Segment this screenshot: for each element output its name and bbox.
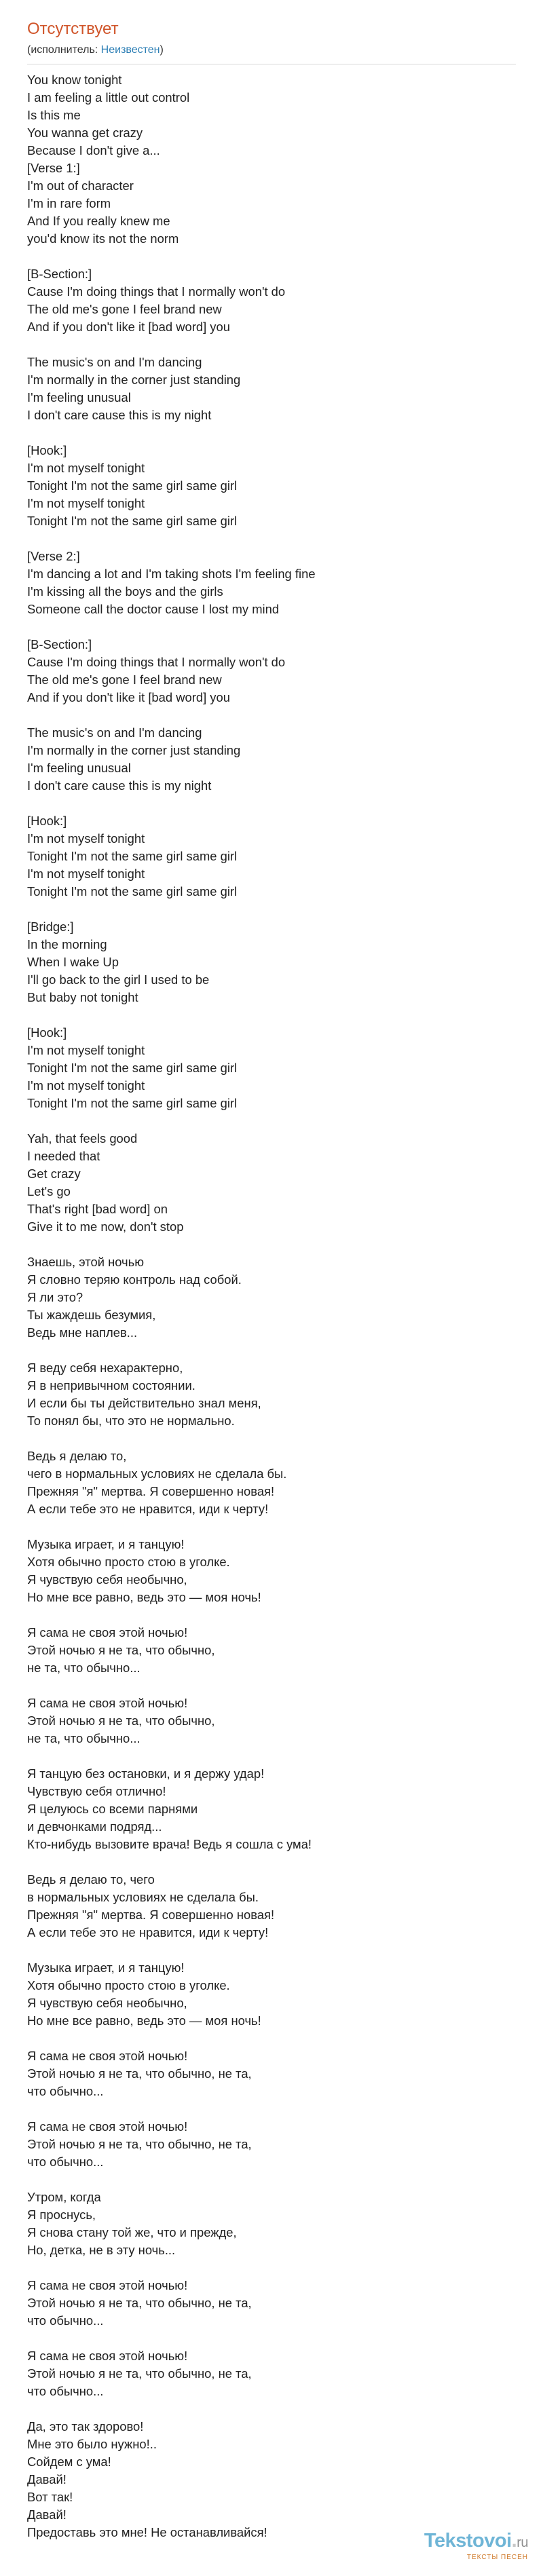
lyrics-line: I'm feeling unusual (27, 761, 131, 775)
lyrics-line: I'm not myself tonight (27, 1043, 145, 1057)
lyrics-line: Я сама не своя этой ночью! (27, 2278, 188, 2292)
lyrics-stanza (27, 548, 516, 618)
lyrics-line: Музыка играет, и я танцую! (27, 1961, 185, 1975)
lyrics-stanza (27, 2347, 516, 2400)
lyrics-line: Я снова стану той же, что и прежде, (27, 2225, 237, 2239)
lyrics-line: Ведь мне наплев... (27, 1325, 138, 1340)
lyrics-stanza (27, 442, 516, 530)
lyrics-line: А если тебе это не нравится, иди к черту! (27, 1502, 269, 1516)
lyrics-line: Мне это было нужно!.. (27, 2437, 157, 2451)
lyrics-line: Я сама не своя этой ночью! (27, 2049, 188, 2063)
lyrics-line: The music's on and I'm dancing (27, 725, 202, 740)
lyrics-line: Is this me (27, 108, 81, 122)
lyrics-line: Этой ночью я не та, что обычно, не та, (27, 2137, 252, 2151)
lyrics-line: Я сама не своя этой ночью! (27, 2119, 188, 2134)
lyrics-line: Но мне все равно, ведь это — моя ночь! (27, 2013, 261, 2028)
lyrics-stanza (27, 724, 516, 795)
lyrics-line: Этой ночью я не та, что обычно, не та, (27, 2296, 252, 2310)
lyrics-stanza (27, 1536, 516, 1606)
lyrics-line: чего в нормальных условиях не сделала бы. (27, 1466, 287, 1481)
lyrics-line: But baby not tonight (27, 990, 138, 1004)
lyrics-line: что обычно... (27, 2313, 104, 2328)
lyrics-line: I'm not myself tonight (27, 496, 145, 510)
lyrics-line: I'm dancing a lot and I'm taking shots I'm feeling fine (27, 567, 316, 581)
logo-wordmark (392, 2531, 528, 2553)
lyrics-line: Я сама не своя этой ночью! (27, 1696, 188, 1710)
lyrics-line: Я в непривычном состоянии. (27, 1378, 195, 1393)
lyrics-line: Я сама не своя этой ночью! (27, 2349, 188, 2363)
lyrics-line: Предоставь это мне! Не останавливайся! (27, 2525, 267, 2539)
lyrics-line: Давай! (27, 2507, 67, 2522)
lyrics-line: I don't care cause this is my night (27, 408, 212, 422)
lyrics-stanza (27, 1871, 516, 1942)
lyrics-line: Let's go (27, 1184, 71, 1198)
lyrics-line: Ведь я делаю то, (27, 1449, 127, 1463)
lyrics-line: Утром, когда (27, 2190, 101, 2204)
lyrics-stanza (27, 2047, 516, 2100)
logo-tld: ru (517, 2535, 528, 2550)
lyrics-line: Tonight I'm not the same girl same girl (27, 478, 238, 493)
lyrics-line: [Bridge:] (27, 920, 74, 934)
lyrics-line: You wanna get crazy (27, 126, 143, 140)
lyrics-line: I'm normally in the corner just standing (27, 743, 241, 757)
lyrics-line: [Verse 1:] (27, 161, 80, 175)
lyrics-line: I'm out of character (27, 178, 134, 193)
lyrics-line: Get crazy (27, 1167, 81, 1181)
lyrics-line: Этой ночью я не та, что обычно, (27, 1643, 215, 1657)
lyrics-body (27, 71, 516, 2541)
lyrics-line: Yah, that feels good (27, 1131, 138, 1145)
lyrics-stanza (27, 265, 516, 336)
lyrics-line: [B-Section:] (27, 267, 92, 281)
lyrics-line: That's right [bad word] on (27, 1202, 168, 1216)
lyrics-line: The old me's gone I feel brand new (27, 302, 222, 316)
lyrics-line: Я словно теряю контроль над собой. (27, 1272, 242, 1287)
lyrics-stanza (27, 2418, 516, 2541)
lyrics-line: I don't care cause this is my night (27, 778, 212, 793)
lyrics-line: что обычно... (27, 2155, 104, 2169)
lyrics-line: Someone call the doctor cause I lost my mind (27, 602, 280, 616)
lyrics-line: I am feeling a little out control (27, 90, 190, 105)
lyrics-line: Ты жаждешь безумия, (27, 1308, 156, 1322)
lyrics-line: Я чувствую себя необычно, (27, 1572, 187, 1587)
lyrics-line: Tonight I'm not the same girl same girl (27, 849, 238, 863)
lyrics-stanza (27, 1959, 516, 2030)
lyrics-line: I'm not myself tonight (27, 1078, 145, 1093)
lyrics-stanza (27, 1024, 516, 1112)
lyrics-stanza (27, 1253, 516, 1342)
lyrics-line: [Verse 2:] (27, 549, 80, 563)
site-logo[interactable] (392, 2531, 528, 2561)
lyrics-line: Я ли это? (27, 1290, 83, 1304)
lyrics-line: The music's on and I'm dancing (27, 355, 202, 369)
lyrics-stanza (27, 1694, 516, 1747)
lyrics-stanza (27, 1624, 516, 1677)
lyrics-line: не та, что обычно... (27, 1661, 141, 1675)
logo-dot: . (511, 2530, 517, 2552)
lyrics-line: I'm not myself tonight (27, 461, 145, 475)
lyrics-line: I'm kissing all the boys and the girls (27, 584, 223, 599)
lyrics-stanza (27, 2189, 516, 2259)
meta-suffix: ) (160, 44, 164, 56)
lyrics-line: Но мне все равно, ведь это — моя ночь! (27, 1590, 261, 1604)
page-title: Отсутствует (27, 20, 119, 38)
lyrics-stanza (27, 1447, 516, 1518)
lyrics-line: Ведь я делаю то, чего (27, 1872, 155, 1887)
lyrics-line: не та, что обычно... (27, 1731, 141, 1745)
lyrics-line: Give it to me now, don't stop (27, 1219, 184, 1234)
lyrics-line: Кто-нибудь вызовите врача! Ведь я сошла с ума! (27, 1837, 312, 1851)
lyrics-stanza (27, 71, 516, 248)
lyrics-line: Музыка играет, и я танцую! (27, 1537, 185, 1551)
logo-tagline: ТЕКСТЫ ПЕСЕН (466, 2554, 528, 2561)
lyrics-line: Cause I'm doing things that I normally won't do (27, 655, 286, 669)
lyrics-line: [Hook:] (27, 1025, 67, 1040)
lyrics-line: I'm not myself tonight (27, 831, 145, 846)
lyrics-line: Я танцую без остановки, и я держу удар! (27, 1766, 265, 1781)
lyrics-line: Прежняя "я" мертва. Я совершенно новая! (27, 1484, 275, 1498)
lyrics-line: Сойдем с ума! (27, 2455, 111, 2469)
lyrics-line: Tonight I'm not the same girl same girl (27, 884, 238, 898)
lyrics-stanza (27, 636, 516, 706)
lyrics-line: Но, детка, не в эту ночь... (27, 2243, 176, 2257)
lyrics-stanza (27, 1359, 516, 1430)
lyrics-line: I needed that (27, 1149, 100, 1163)
lyrics-line: что обычно... (27, 2384, 104, 2398)
lyrics-line: Я проснусь, (27, 2208, 96, 2222)
lyrics-line: Хотя обычно просто стою в уголке. (27, 1555, 230, 1569)
lyrics-line: в нормальных условиях не сделала бы. (27, 1890, 259, 1904)
lyrics-line: И если бы ты действительно знал меня, (27, 1396, 261, 1410)
lyrics-line: The old me's gone I feel brand new (27, 673, 222, 687)
lyrics-line: I'm normally in the corner just standing (27, 373, 241, 387)
lyrics-line: Because I don't give a... (27, 143, 160, 157)
lyrics-line: Я сама не своя этой ночью! (27, 1625, 188, 1640)
lyrics-line: Прежняя "я" мертва. Я совершенно новая! (27, 1908, 275, 1922)
lyrics-line: And If you really knew me (27, 214, 170, 228)
lyrics-line: I'm feeling unusual (27, 390, 131, 404)
lyrics-stanza (27, 812, 516, 901)
lyrics-line: А если тебе это не нравится, иди к черту! (27, 1925, 269, 1939)
lyrics-line: Tonight I'm not the same girl same girl (27, 1096, 238, 1110)
lyrics-line: что обычно... (27, 2084, 104, 2098)
lyrics-line: In the morning (27, 937, 107, 951)
lyrics-stanza (27, 2277, 516, 2330)
artist-link[interactable]: Неизвестен (100, 44, 160, 56)
lyrics-line: you'd know its not the norm (27, 231, 179, 246)
lyrics-line: [B-Section:] (27, 637, 92, 651)
lyrics-line: Этой ночью я не та, что обычно, не та, (27, 2366, 252, 2381)
lyrics-line: And if you don't like it [bad word] you (27, 320, 230, 334)
lyrics-line: [Hook:] (27, 443, 67, 457)
lyrics-line: Tonight I'm not the same girl same girl (27, 1061, 238, 1075)
lyrics-line: When I wake Up (27, 955, 119, 969)
lyrics-line: То понял бы, что это не нормально. (27, 1414, 235, 1428)
lyrics-line: You know tonight (27, 73, 122, 87)
lyrics-line: Давай! (27, 2472, 67, 2486)
lyrics-line: Да, это так здорово! (27, 2419, 144, 2433)
lyrics-stanza (27, 354, 516, 424)
lyrics-line: Вот так! (27, 2490, 73, 2504)
lyrics-line: Хотя обычно просто стою в уголке. (27, 1978, 230, 1992)
lyrics-line: Чувствую себя отлично! (27, 1784, 166, 1798)
lyrics-line: Знаешь, этой ночью (27, 1255, 145, 1269)
lyrics-line: Этой ночью я не та, что обычно, не та, (27, 2066, 252, 2081)
lyrics-line: Я целуюсь со всеми парнями (27, 1802, 198, 1816)
lyrics-line: Cause I'm doing things that I normally won't do (27, 284, 286, 299)
song-meta (27, 43, 516, 57)
lyrics-line: I'm in rare form (27, 196, 111, 210)
lyrics-stanza (27, 1130, 516, 1236)
logo-name: Tekstovoi (424, 2530, 512, 2552)
lyrics-line: Я чувствую себя необычно, (27, 1996, 187, 2010)
lyrics-line: и девчонками подряд... (27, 1819, 162, 1834)
lyrics-stanza (27, 918, 516, 1006)
lyrics-stanza (27, 1765, 516, 1853)
lyrics-line: Tonight I'm not the same girl same girl (27, 514, 238, 528)
lyrics-line: Этой ночью я не та, что обычно, (27, 1713, 215, 1728)
lyrics-stanza (27, 2118, 516, 2171)
lyrics-line: And if you don't like it [bad word] you (27, 690, 230, 704)
lyrics-line: I'm not myself tonight (27, 867, 145, 881)
lyrics-line: [Hook:] (27, 814, 67, 828)
lyrics-line: Я веду себя нехарактерно, (27, 1361, 183, 1375)
meta-prefix: (исполнитель: (27, 44, 101, 56)
lyrics-line: I'll go back to the girl I used to be (27, 972, 210, 987)
